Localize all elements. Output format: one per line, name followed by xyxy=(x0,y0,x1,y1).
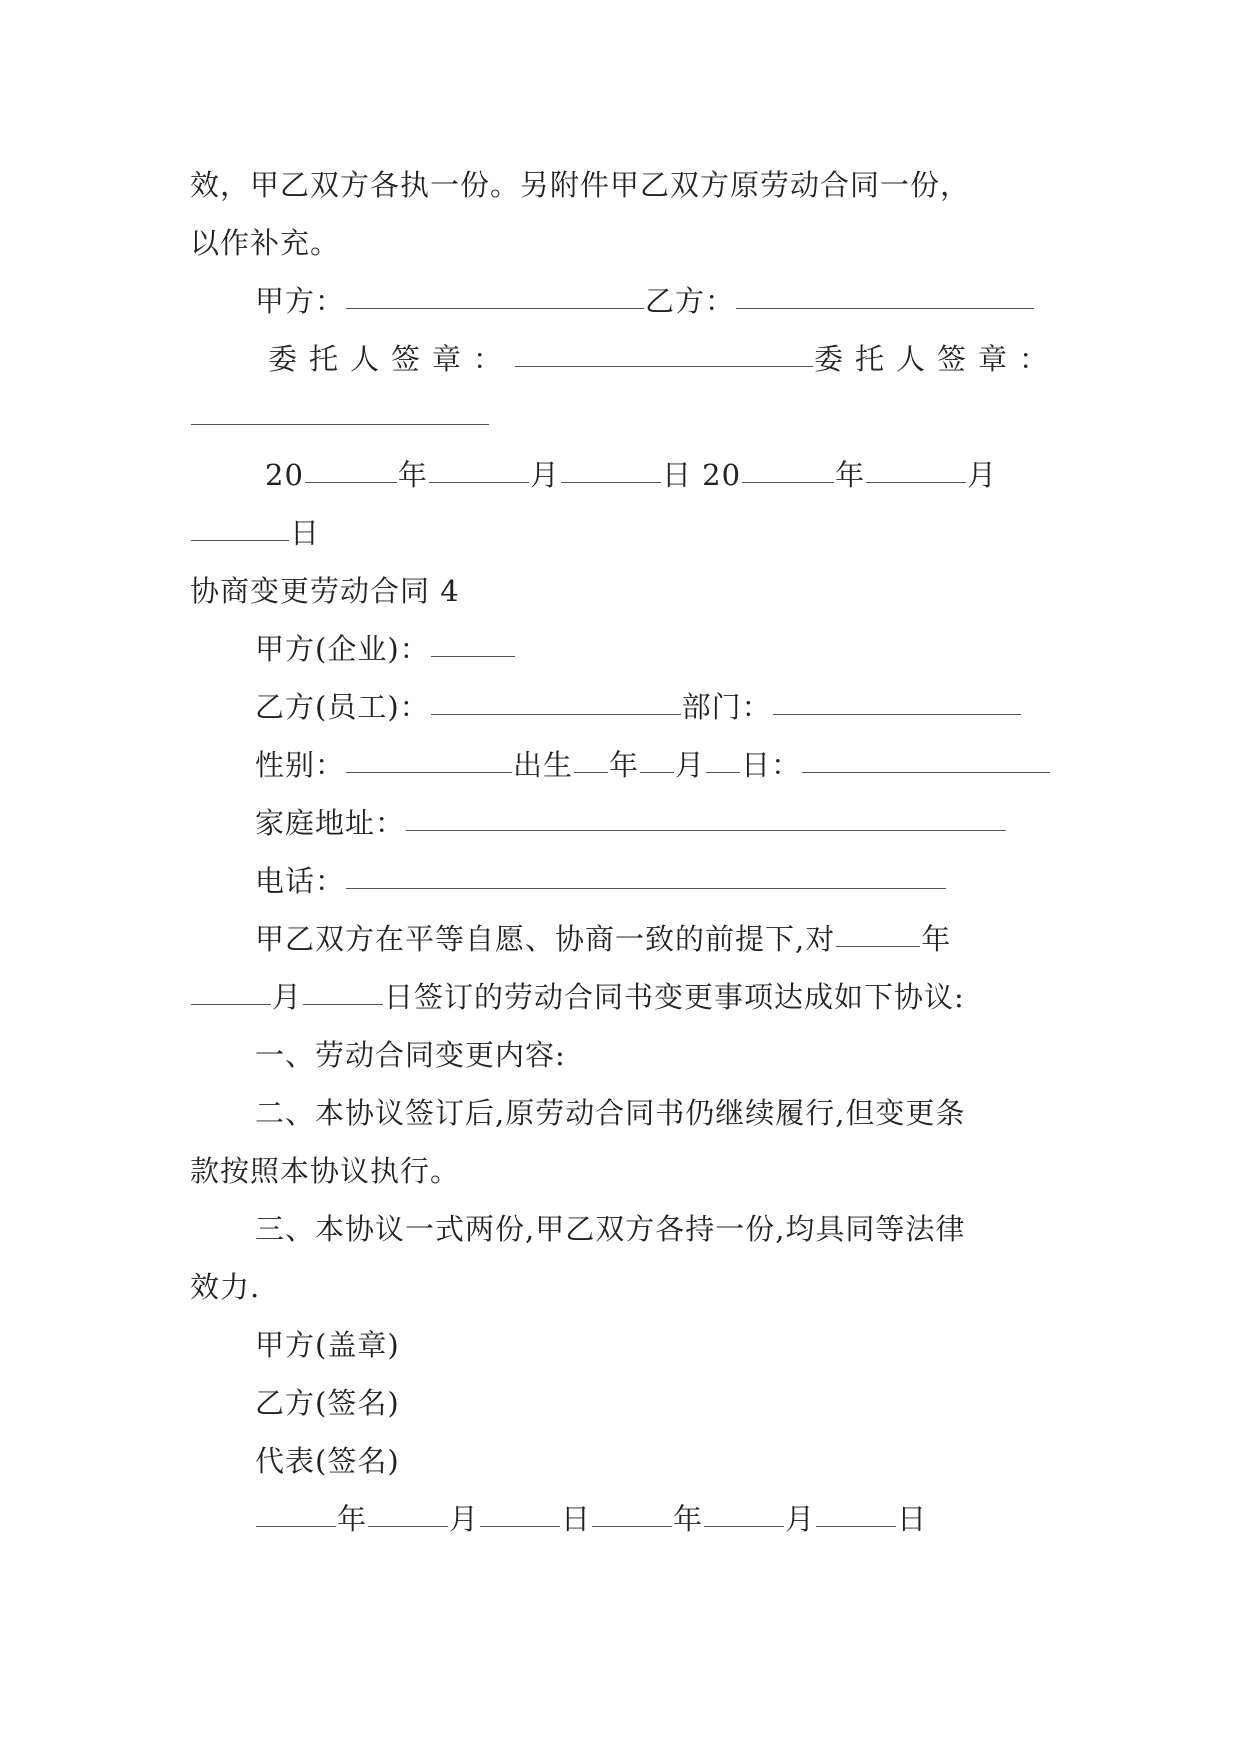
seal-label: 甲方(盖章) xyxy=(255,1328,400,1362)
address-label: 家庭地址： xyxy=(255,806,406,840)
gender-birth-line xyxy=(255,736,1125,794)
agreement-text: 甲乙双方在平等自愿、协商一致的前提下,对 xyxy=(255,922,836,956)
final-year-blank[interactable] xyxy=(592,1497,672,1527)
month-blank[interactable] xyxy=(866,453,966,483)
party-b-blank[interactable] xyxy=(736,279,1034,309)
agreement-month-blank[interactable] xyxy=(191,975,271,1005)
clause-text: 款按照本协议执行。 xyxy=(190,1154,461,1188)
clause-text: 三、本协议一式两份,甲乙双方各持一份,均具同等法律 xyxy=(255,1212,966,1246)
gender-blank[interactable] xyxy=(346,743,512,773)
delegate-a-blank[interactable] xyxy=(515,337,813,367)
final-day-blank[interactable] xyxy=(480,1497,560,1527)
clause-text: 效力. xyxy=(190,1270,261,1304)
clause-item-1 xyxy=(255,1026,1125,1084)
party-a-seal xyxy=(255,1316,1125,1374)
agreement-text: 日签订的劳动合同书变更事项达成如下协议: xyxy=(384,980,965,1014)
final-month-blank[interactable] xyxy=(704,1497,784,1527)
section-title-text: 协商变更劳动合同 4 xyxy=(190,574,460,608)
section-title xyxy=(190,562,1060,620)
dept-blank[interactable] xyxy=(773,685,1021,715)
phone-label: 电话： xyxy=(255,864,346,898)
clause-text: 二、本协议签订后,原劳动合同书仍继续履行,但变更条 xyxy=(255,1096,966,1130)
company-blank[interactable] xyxy=(431,627,515,657)
clause-item-2-continued xyxy=(190,1142,1060,1200)
address-blank[interactable] xyxy=(406,801,1006,831)
final-date-line xyxy=(255,1490,1125,1548)
birth-year-label: 年 xyxy=(609,748,640,782)
paragraph-text: 以作补充。 xyxy=(190,226,341,260)
day-blank[interactable] xyxy=(191,511,289,541)
delegate-b-blank[interactable] xyxy=(191,395,489,425)
representative-signature xyxy=(255,1432,1125,1490)
year-label: 年 xyxy=(397,458,428,492)
date-continuation-line xyxy=(190,504,1060,562)
day-label: 日 xyxy=(661,458,692,492)
final-month-blank[interactable] xyxy=(368,1497,448,1527)
signature-label: 乙方(签名) xyxy=(255,1386,400,1420)
year-blank[interactable] xyxy=(742,453,834,483)
delegate-signature-line xyxy=(268,330,1138,388)
employee-blank[interactable] xyxy=(431,685,681,715)
year-prefix: 20 xyxy=(702,458,742,492)
month-blank[interactable] xyxy=(429,453,529,483)
employee-line xyxy=(255,678,1125,736)
day-label: 日 xyxy=(897,1502,928,1536)
month-label: 月 xyxy=(967,458,998,492)
address-line xyxy=(255,794,1125,852)
signature-label: 代表(签名) xyxy=(255,1444,400,1478)
year-label: 年 xyxy=(835,458,866,492)
day-label: 日 xyxy=(561,1502,592,1536)
final-day-blank[interactable] xyxy=(816,1497,896,1527)
month-label: 月 xyxy=(785,1502,816,1536)
day-label: 日 xyxy=(290,516,321,550)
year-blank[interactable] xyxy=(305,453,397,483)
signature-party-line xyxy=(255,272,1125,330)
party-b-signature xyxy=(255,1374,1125,1432)
delegate-label: 委托人签章： xyxy=(268,342,515,376)
gender-label: 性别： xyxy=(255,748,346,782)
paragraph-text: 效，甲乙双方各执一份。另附件甲乙双方原劳动合同一份， xyxy=(190,168,971,202)
year-label: 年 xyxy=(673,1502,704,1536)
company-line xyxy=(255,620,1125,678)
agreement-line xyxy=(190,968,1060,1026)
clause-item-3 xyxy=(255,1200,1125,1258)
party-a-blank[interactable] xyxy=(346,279,644,309)
date-line xyxy=(265,446,1135,504)
employee-label: 乙方(员工)： xyxy=(255,690,430,724)
final-year-blank[interactable] xyxy=(256,1497,336,1527)
agreement-month-label: 月 xyxy=(272,980,303,1014)
birth-year-blank[interactable] xyxy=(574,743,608,773)
birth-month-blank[interactable] xyxy=(640,743,674,773)
birth-day-blank[interactable] xyxy=(706,743,740,773)
agreement-day-blank[interactable] xyxy=(303,975,383,1005)
delegate-continuation-line xyxy=(190,388,1060,446)
phone-blank[interactable] xyxy=(346,859,946,889)
clause-item-2 xyxy=(255,1084,1125,1142)
year-prefix: 20 xyxy=(265,458,304,492)
year-label: 年 xyxy=(337,1502,368,1536)
company-label: 甲方(企业)： xyxy=(255,632,430,666)
paragraph-line xyxy=(190,156,1060,214)
agreement-year-blank[interactable] xyxy=(836,917,920,947)
clause-item-3-continued xyxy=(190,1258,1060,1316)
birth-label: 出生 xyxy=(513,748,574,782)
party-b-label: 乙方： xyxy=(645,284,736,318)
paragraph-line xyxy=(190,214,1060,272)
birth-day-label: 日： xyxy=(741,748,802,782)
party-a-label: 甲方： xyxy=(255,284,346,318)
day-blank[interactable] xyxy=(561,453,661,483)
agreement-year-label: 年 xyxy=(921,922,952,956)
birth-detail-blank[interactable] xyxy=(802,743,1050,773)
dept-label: 部门： xyxy=(681,690,772,724)
month-label: 月 xyxy=(529,458,560,492)
birth-month-label: 月 xyxy=(675,748,706,782)
phone-line xyxy=(255,852,1125,910)
clause-text: 一、劳动合同变更内容: xyxy=(255,1038,566,1072)
month-label: 月 xyxy=(449,1502,480,1536)
agreement-line xyxy=(255,910,1125,968)
delegate-label: 委托人签章： xyxy=(814,342,1061,376)
